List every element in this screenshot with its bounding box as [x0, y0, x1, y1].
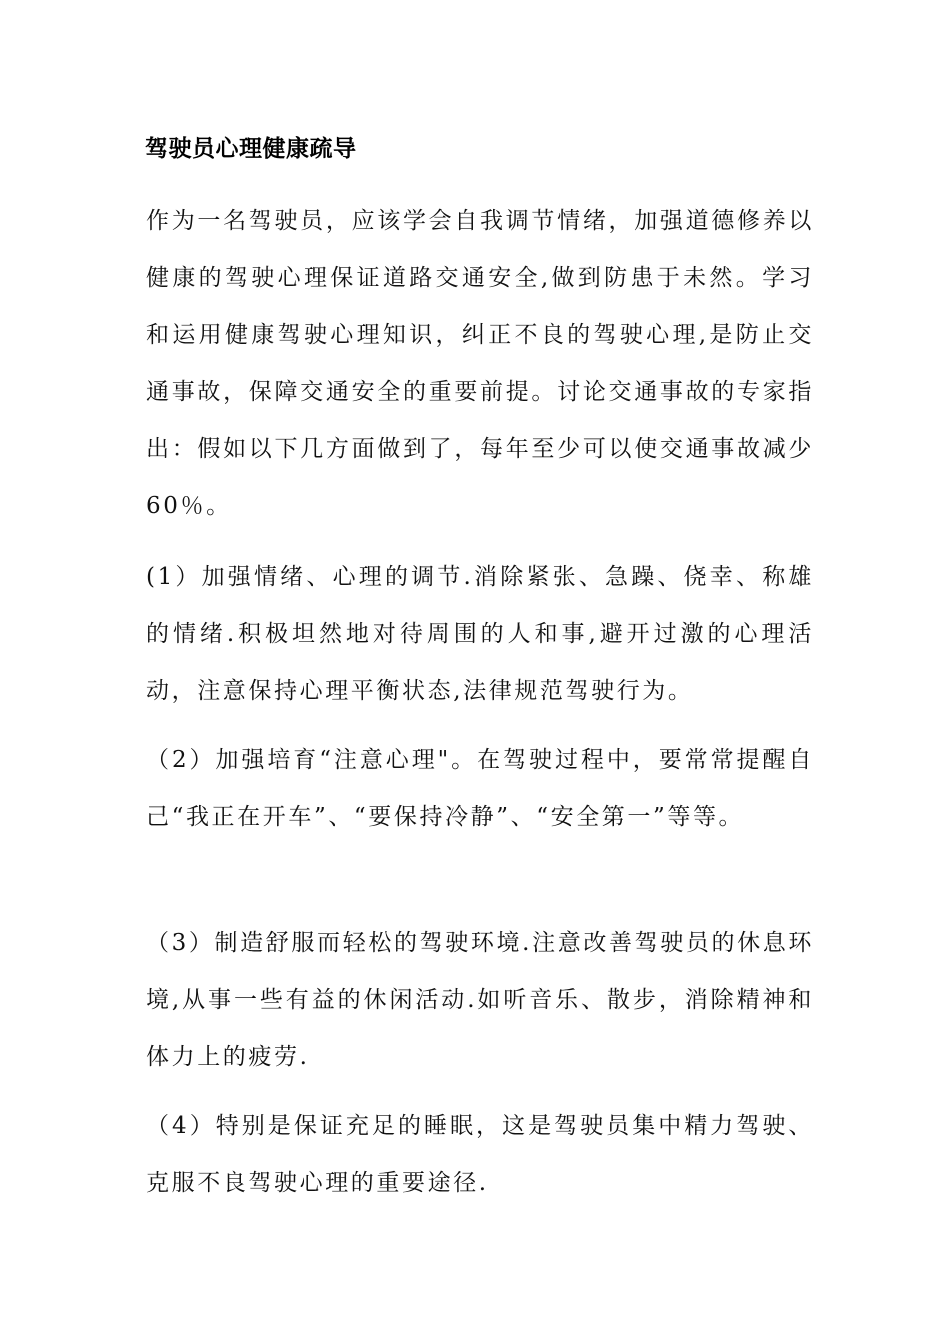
point-4-paragraph: （4）特别是保证充足的睡眠，这是驾驶员集中精力驾驶、克服不良驾驶心理的重要途径.: [146, 1113, 814, 1196]
intro-paragraph: 作为一名驾驶员，应该学会自我调节情绪，加强道德修养以健康的驾驶心理保证道路交通安全,做到防患于未然。学习和运用健康驾驶心理知识，纠正不良的驾驶心理,是防止交通事故，保障交通安全的重要前提。讨论交通事故的专家指出：假如以下几方面做到了，每年至少可以使交通事故减少60％。: [146, 208, 814, 519]
point-3-paragraph: （3）制造舒服而轻松的驾驶环境.注意改善驾驶员的休息环境,从事一些有益的休闲活动.如听音乐、散步，消除精神和体力上的疲劳.: [146, 930, 814, 1070]
point-2-paragraph: （2）加强培育“注意心理"。在驾驶过程中，要常常提醒自己“我正在开车”、“要保持冷静”、“安全第一”等等。: [146, 747, 814, 830]
document-title: 驾驶员心理健康疏导: [145, 136, 357, 162]
point-1-paragraph: (1）加强情绪、心理的调节.消除紧张、急躁、侥幸、称雄的情绪.积极坦然地对待周围的人和事,避开过激的心理活动，注意保持心理平衡状态,法律规范驾驶行为。: [146, 564, 814, 704]
